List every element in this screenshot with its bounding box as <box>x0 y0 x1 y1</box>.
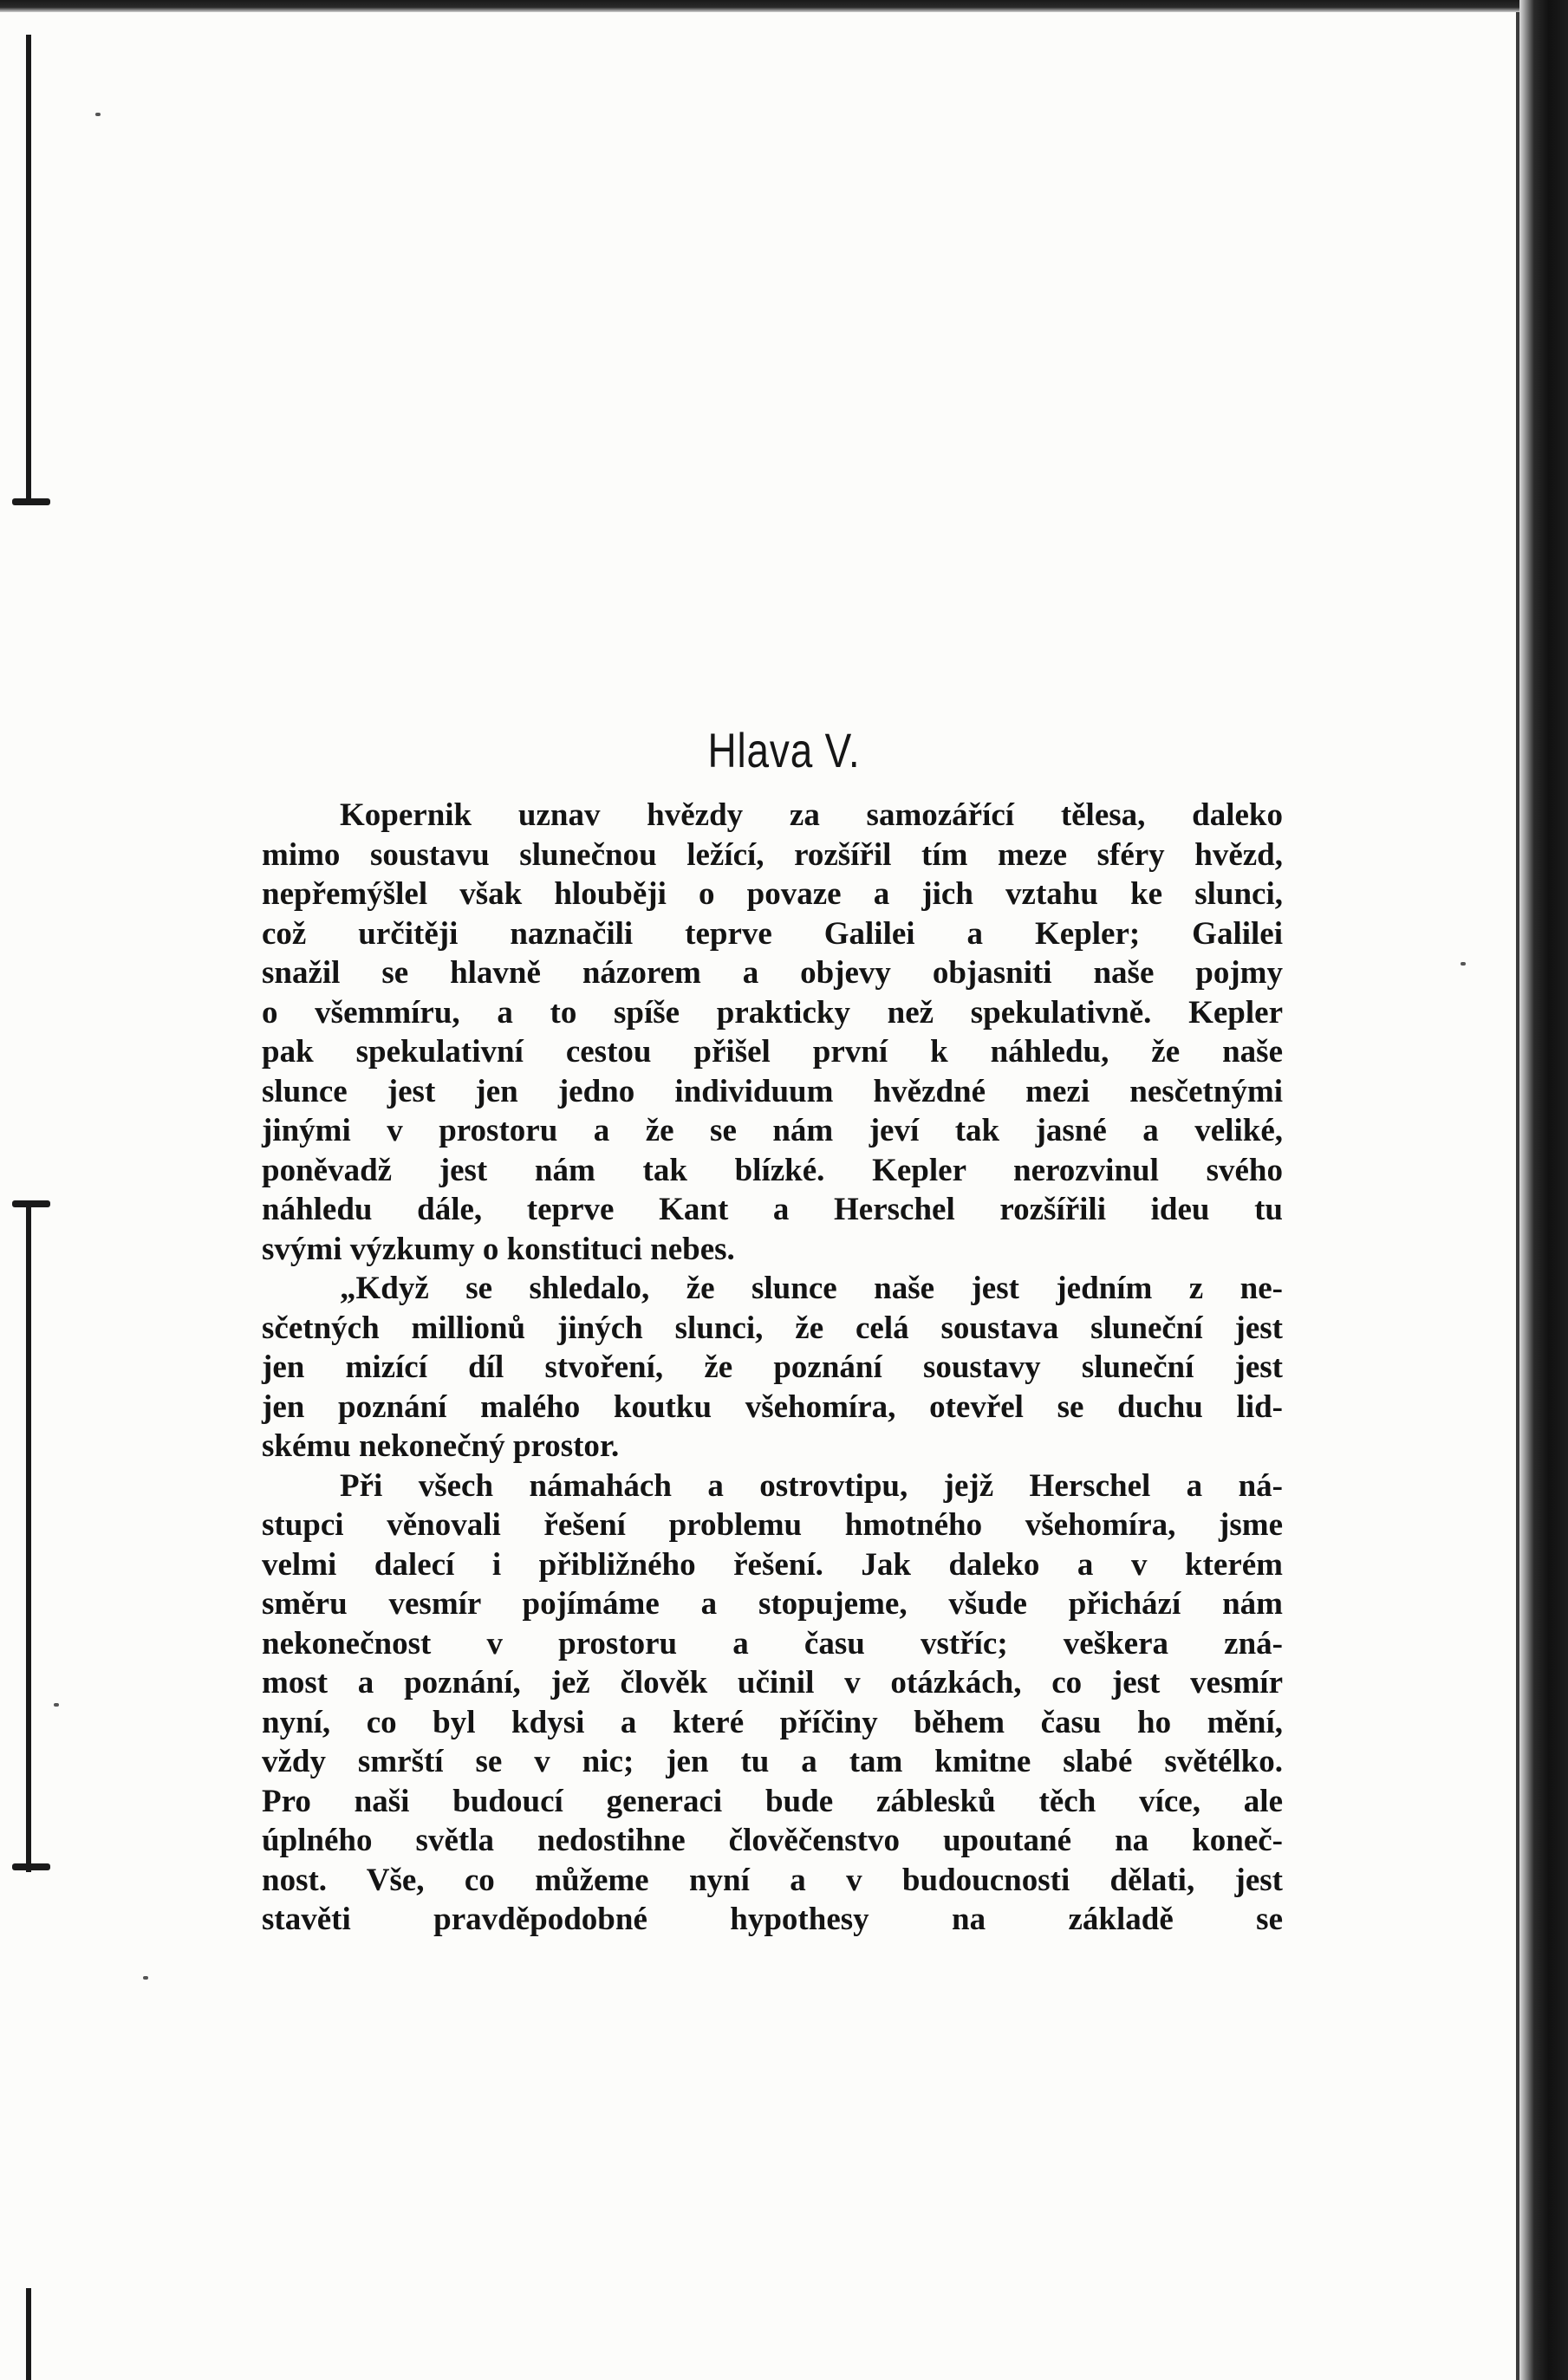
scan-speck <box>1461 962 1466 966</box>
text-line: o všemmíru, a to spíše prakticky než spekulativně. Kepler <box>262 994 1283 1031</box>
scan-speck <box>95 113 101 116</box>
text-line: jinými v prostoru a že se nám jeví tak jasné a veliké, <box>262 1113 1283 1148</box>
binding-line-upper <box>26 35 31 503</box>
text-line: což určitěji naznačili teprve Galilei a Kepler; Galilei <box>262 915 1283 952</box>
text-line: pak spekulativní cestou přišel první k náhledu, že naše <box>262 1034 1283 1070</box>
chapter-title: Hlava V. <box>707 722 861 777</box>
text-line: „Když se shledalo, že slunce naše jest jedním z ne- <box>340 1271 1283 1306</box>
text-line: slunce jest jen jedno individuum hvězdné mezi nesčetnými <box>262 1073 1283 1109</box>
binding-line-lower <box>26 2288 31 2380</box>
binding-tick <box>12 1200 50 1207</box>
scan-speck <box>54 1703 59 1707</box>
text-line: vždy smrští se v nic; jen tu a tam kmitne slabé světélko. <box>262 1744 1283 1779</box>
text-line: Při všech námahách a ostrovtipu, jejž Herschel a ná- <box>340 1467 1283 1504</box>
binding-tick <box>12 1863 50 1870</box>
text-line: Kopernik uznav hvězdy za samozářící tělesa, daleko <box>340 797 1283 833</box>
scan-speck <box>143 1976 148 1980</box>
text-line: směru vesmír pojímáme a stopujeme, všude přichází nám <box>262 1586 1283 1622</box>
text-line: Pro naši budoucí generaci bude záblesků těch více, ale <box>262 1783 1283 1819</box>
text-line: stavěti pravděpodobné hypothesy na základě se <box>262 1902 1283 1937</box>
text-line: nepřemýšlel však hlouběji o povaze a jich vztahu ke slunci, <box>262 876 1283 912</box>
scan-edge-right <box>1519 0 1568 2380</box>
text-line: náhledu dále, teprve Kant a Herschel rozšířili ideu tu <box>262 1192 1283 1227</box>
text-line: skému nekonečný prostor. <box>262 1428 620 1464</box>
text-line: svými výzkumy o konstituci nebes. <box>262 1231 735 1267</box>
text-line: úplného světla nedostihne člověčenstvo upoutané na koneč- <box>262 1823 1283 1858</box>
scan-edge-right-inner <box>1516 12 1519 2380</box>
text-line: stupci věnovali řešení problemu hmotného všehomíra, jsme <box>262 1507 1283 1543</box>
text-line: snažil se hlavně názorem a objevy objasniti naše pojmy <box>262 955 1283 991</box>
scan-edge-top <box>0 0 1568 12</box>
text-line: jen poznání malého koutku všehomíra, otevřel se duchu lid- <box>262 1388 1283 1425</box>
text-line: velmi dalecí i přibližného řešení. Jak daleko a v kterém <box>262 1546 1283 1583</box>
binding-line-middle <box>26 1205 31 1872</box>
text-line: sčetných millionů jiných slunci, že celá soustava sluneční jest <box>262 1310 1283 1346</box>
text-line: nyní, co byl kdysi a které příčiny během času ho mění, <box>262 1704 1283 1740</box>
text-line: nost. Vše, co můžeme nyní a v budoucnosti dělati, jest <box>262 1862 1283 1898</box>
text-line: poněvadž jest nám tak blízké. Kepler nerozvinul svého <box>262 1152 1283 1188</box>
text-line: mimo soustavu slunečnou ležící, rozšířil tím meze sféry hvězd, <box>262 836 1283 873</box>
binding-tick <box>12 498 50 505</box>
text-line: jen mizící díl stvoření, že poznání soustavy sluneční jest <box>262 1349 1283 1385</box>
chapter-text <box>262 796 1283 1940</box>
text-line: most a poznání, jež člověk učinil v otázkách, co jest vesmír <box>262 1665 1283 1700</box>
text-line: nekonečnost v prostoru a času vstříc; veškera zná- <box>262 1625 1283 1661</box>
